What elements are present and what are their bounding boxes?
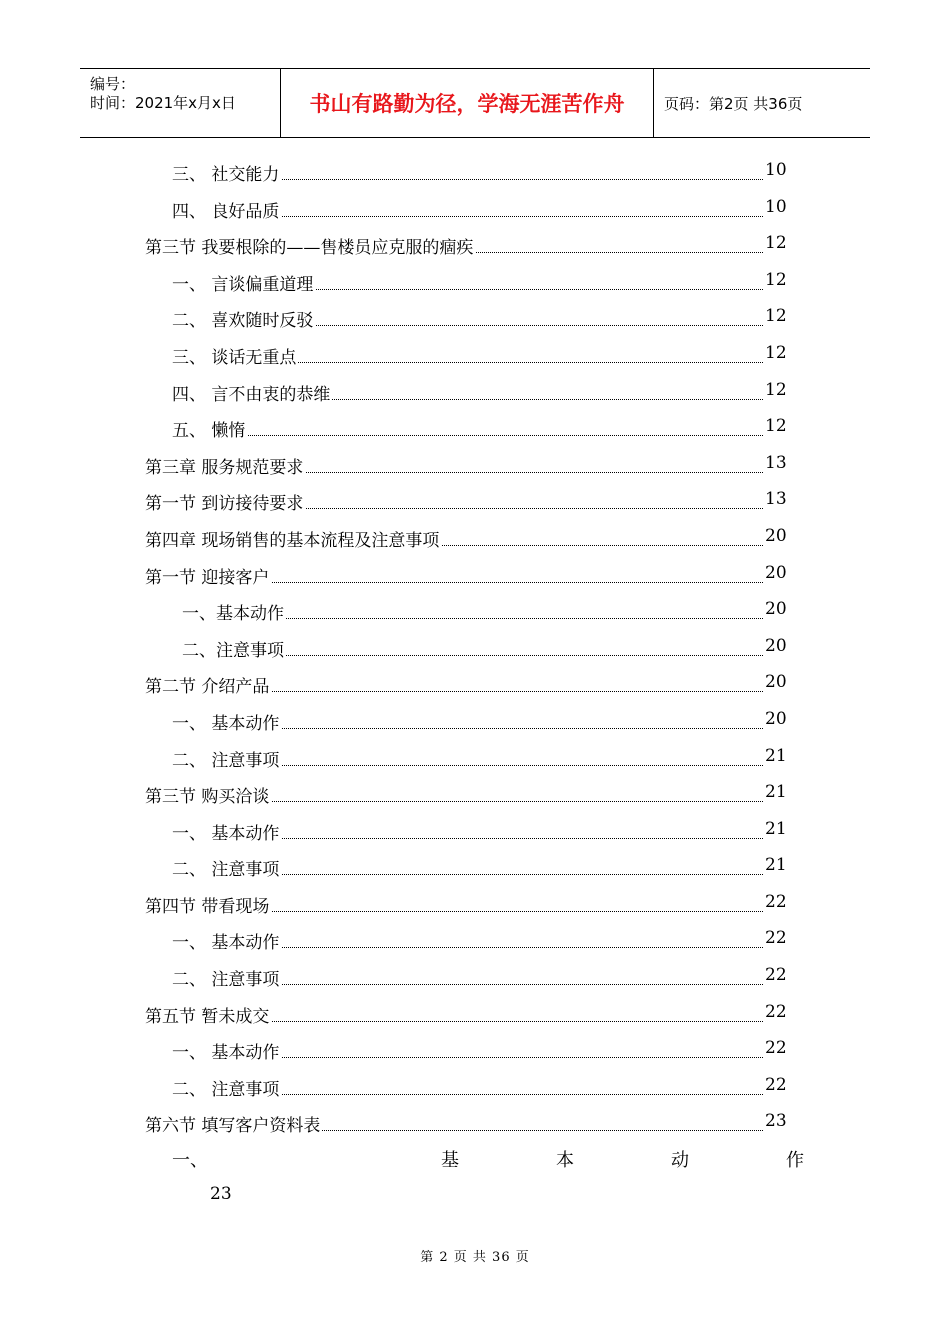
toc-entry-page: 12 [765, 306, 787, 327]
toc-entry[interactable] [0, 152, 950, 189]
toc-entry-justified[interactable] [0, 1146, 950, 1176]
toc-entry-title: 一、 基本动作 [172, 1038, 281, 1063]
toc-entry[interactable] [0, 262, 950, 299]
toc-entry[interactable] [0, 481, 950, 518]
toc-entry-title: 二、 注意事项 [172, 855, 281, 880]
toc-entry-page: 21 [765, 818, 787, 839]
toc-entry-page: 20 [765, 562, 787, 583]
toc-entry[interactable] [0, 847, 950, 884]
toc-entry-char: 作 [786, 1150, 804, 1171]
toc-entry-title: 三、 谈话无重点 [172, 343, 298, 368]
toc-entry-title: 一、 基本动作 [172, 819, 281, 844]
toc-entry-page: 21 [765, 782, 787, 803]
toc-entry[interactable] [0, 701, 950, 738]
toc-entry-char: 基 [441, 1150, 459, 1171]
toc-entry-page: 22 [765, 891, 787, 912]
toc-entry-title: 第四节 带看现场 [145, 892, 271, 917]
toc-entry-title: 第二节 介绍产品 [145, 672, 271, 697]
toc-entry-page: 12 [765, 379, 787, 400]
toc-entry-page-wrapped: 23 [210, 1184, 232, 1204]
toc-entry-page: 21 [765, 855, 787, 876]
toc-entry[interactable] [0, 372, 950, 409]
toc-entry-page: 22 [765, 928, 787, 949]
toc-entry-page: 13 [765, 452, 787, 473]
toc-entry-title: 第五节 暂未成交 [145, 1002, 271, 1027]
toc-entry-page: 20 [765, 599, 787, 620]
toc-entry-page: 13 [765, 489, 787, 510]
toc-entry[interactable] [0, 994, 950, 1031]
toc-entry-title: 四、 言不由衷的恭维 [172, 380, 332, 405]
toc-entry-page: 23 [765, 1111, 787, 1132]
toc-entry-title: 第三章 服务规范要求 [145, 453, 305, 478]
toc-entry-title: 三、 社交能力 [172, 160, 281, 185]
time-label: 时间：2021年x月x日 [90, 94, 236, 112]
toc-entry-title: 二、 喜欢随时反驳 [172, 306, 315, 331]
toc-entry[interactable] [0, 664, 950, 701]
toc-entry[interactable] [0, 555, 950, 592]
toc-entry[interactable] [0, 957, 950, 994]
toc-entry-page: 10 [765, 196, 787, 217]
toc-entry[interactable] [0, 591, 950, 628]
toc-entry[interactable] [0, 1103, 950, 1140]
header-meta [80, 69, 281, 137]
toc-entry[interactable] [0, 738, 950, 775]
toc-entry[interactable] [0, 335, 950, 372]
toc-entry-page: 12 [765, 342, 787, 363]
toc-entry-title: 第一节 迎接客户 [145, 563, 271, 588]
toc-entry-page: 20 [765, 635, 787, 656]
header-page-info: 页码：第2页 共36页 [664, 94, 803, 113]
toc-entry-title: 二、 注意事项 [172, 746, 281, 771]
toc-entry-page: 21 [765, 745, 787, 766]
toc-entry-title: 第三节 我要根除的——售楼员应克服的痼疾 [145, 233, 475, 258]
toc-entry-number: 一、 [172, 1150, 208, 1171]
toc-entry-char: 动 [671, 1150, 689, 1171]
toc-entry[interactable] [0, 884, 950, 921]
toc-entry[interactable] [0, 225, 950, 262]
toc-entry-title: 二、注意事项 [182, 636, 286, 661]
toc-entry[interactable] [0, 408, 950, 445]
toc-entry-title: 第一节 到访接待要求 [145, 489, 305, 514]
toc-entry-page: 12 [765, 416, 787, 437]
toc-entry[interactable] [0, 1067, 950, 1104]
toc-entry-page: 20 [765, 708, 787, 729]
toc-entry[interactable] [0, 518, 950, 555]
page-header [80, 68, 870, 138]
toc-entry-page: 22 [765, 1074, 787, 1095]
toc-entry-title: 二、 注意事项 [172, 1075, 281, 1100]
header-motto: 书山有路勤为径，学海无涯苦作舟 [281, 69, 654, 137]
toc-entry-page: 22 [765, 1038, 787, 1059]
toc-entry[interactable] [0, 920, 950, 957]
toc-entry[interactable] [0, 298, 950, 335]
toc-entry-title: 四、 良好品质 [172, 197, 281, 222]
toc-entry[interactable] [0, 628, 950, 665]
toc-entry[interactable] [0, 445, 950, 482]
toc-entry-title: 第四章 现场销售的基本流程及注意事项 [145, 526, 441, 551]
toc-entry[interactable] [0, 774, 950, 811]
toc-entry-page: 20 [765, 672, 787, 693]
toc-entry-title: 二、 注意事项 [172, 965, 281, 990]
toc-entry-char: 本 [556, 1150, 574, 1171]
toc-entry[interactable] [0, 189, 950, 226]
toc-entry[interactable] [0, 1030, 950, 1067]
number-label: 编号： [90, 75, 136, 93]
toc-entry-page: 12 [765, 233, 787, 254]
toc-entry-page: 20 [765, 525, 787, 546]
toc-entry-title: 一、 言谈偏重道理 [172, 270, 315, 295]
toc-entry[interactable] [0, 811, 950, 848]
toc-entry-title: 五、 懒惰 [172, 416, 247, 441]
toc-entry-title: 一、基本动作 [182, 599, 286, 624]
toc-entry-page: 10 [765, 160, 787, 180]
toc-entry-page: 22 [765, 1001, 787, 1022]
toc-entry-page: 12 [765, 269, 787, 290]
toc-leader-dots [172, 435, 763, 436]
toc-entry-title: 第三节 购买洽谈 [145, 782, 271, 807]
toc-entry-title: 第六节 填写客户资料表 [145, 1111, 322, 1136]
page-footer: 第 2 页 共 36 页 [420, 1250, 530, 1265]
toc-entry-title: 一、 基本动作 [172, 709, 281, 734]
table-of-contents [0, 152, 950, 1140]
toc-entry-page: 22 [765, 965, 787, 986]
toc-entry-title: 一、 基本动作 [172, 928, 281, 953]
